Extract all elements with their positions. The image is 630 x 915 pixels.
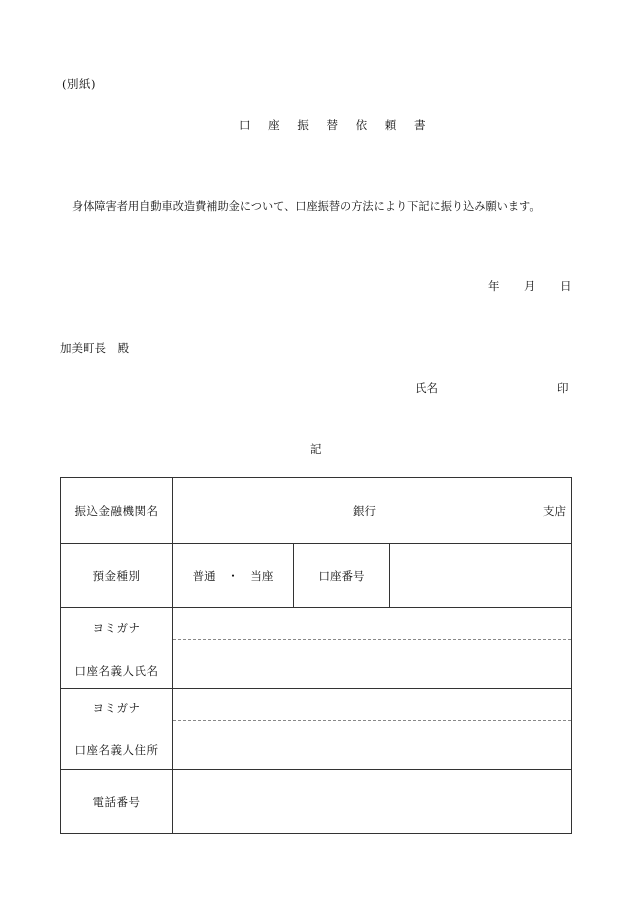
holder-name-field[interactable] bbox=[173, 608, 572, 689]
addressee: 加美町長 殿 bbox=[60, 341, 130, 355]
title-char: 振 bbox=[297, 118, 309, 132]
date-year-label: 年 bbox=[488, 279, 500, 293]
holder-name-label: 口座名義人氏名 bbox=[74, 664, 159, 678]
holder-address-header bbox=[61, 689, 173, 770]
kana-divider bbox=[173, 720, 571, 721]
holder-name-header bbox=[61, 608, 173, 689]
holder-address-kana-label: ヨミガナ bbox=[92, 701, 141, 715]
phone-field[interactable] bbox=[173, 770, 572, 834]
document-title bbox=[232, 117, 432, 133]
applicant-seal-label: 印 bbox=[557, 381, 569, 395]
bank-transfer-table bbox=[60, 477, 572, 834]
holder-address-label: 口座名義人住所 bbox=[74, 743, 159, 757]
request-sentence: 身体障害者用自動車改造費補助金について、口座振替の方法により下記に振り込み願います。 bbox=[72, 200, 541, 213]
deposit-type-label: 預金種別 bbox=[61, 544, 173, 608]
holder-name-kana-label: ヨミガナ bbox=[92, 621, 141, 635]
attachment-label: (別紙) bbox=[62, 77, 96, 91]
title-char: 替 bbox=[326, 118, 338, 132]
bank-name-label: 振込金融機関名 bbox=[61, 478, 173, 544]
deposit-type-options[interactable]: 普通 ・ 当座 bbox=[173, 544, 294, 607]
phone-label: 電話番号 bbox=[61, 770, 173, 834]
bank-name-field[interactable] bbox=[173, 478, 572, 544]
holder-address-field[interactable] bbox=[173, 689, 572, 770]
applicant-name-label: 氏名 bbox=[415, 381, 438, 395]
kana-divider bbox=[173, 639, 571, 640]
title-char: 頼 bbox=[384, 118, 397, 132]
ki-label: 記 bbox=[310, 442, 322, 456]
title-char: 書 bbox=[413, 118, 426, 132]
bank-suffix: 銀行 bbox=[353, 504, 376, 518]
title-char: 座 bbox=[268, 118, 280, 132]
account-number-field[interactable] bbox=[390, 544, 571, 607]
date-month-label: 月 bbox=[524, 279, 536, 293]
title-char: 口 bbox=[239, 118, 251, 132]
deposit-row bbox=[173, 544, 572, 608]
date-day-label: 日 bbox=[560, 279, 572, 293]
title-char: 依 bbox=[355, 118, 368, 132]
branch-suffix: 支店 bbox=[543, 504, 566, 518]
account-number-label: 口座番号 bbox=[294, 544, 390, 607]
